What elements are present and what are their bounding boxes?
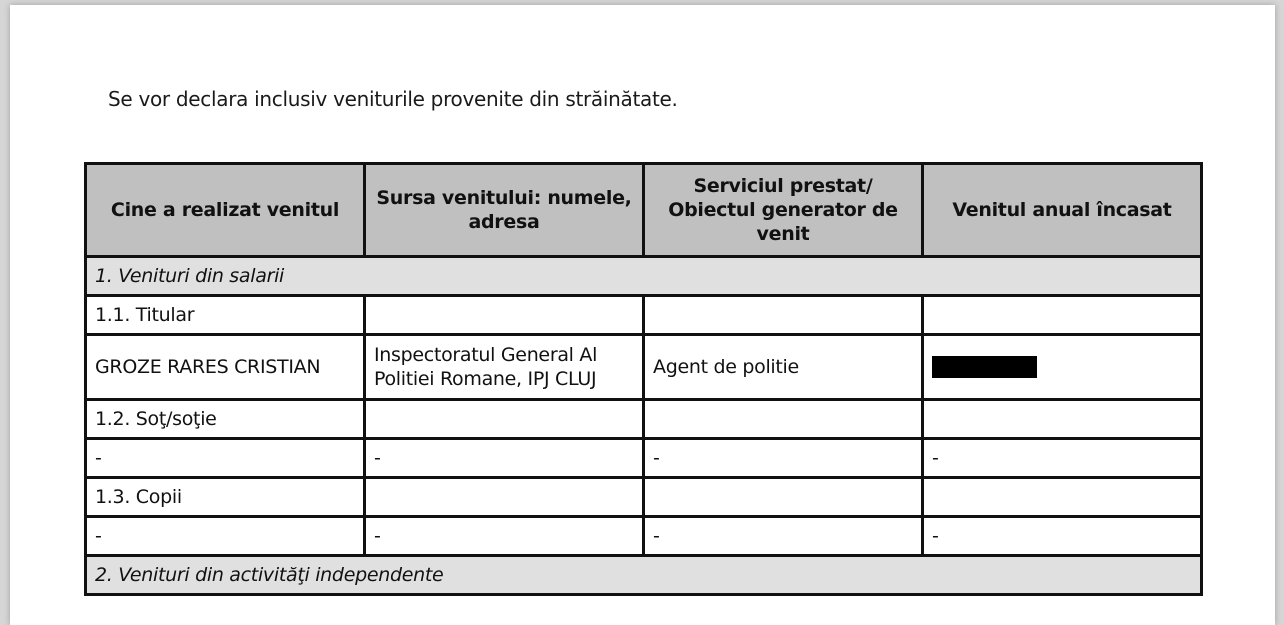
cell-who: GROZE RARES CRISTIAN (86, 335, 365, 400)
cell-service: - (644, 517, 923, 556)
cell-source (365, 400, 644, 439)
cell-income (923, 400, 1202, 439)
header-venitul-anual: Venitul anual încasat (923, 164, 1202, 257)
cell-income (923, 296, 1202, 335)
cell-source (365, 478, 644, 517)
cell-service: Agent de politie (644, 335, 923, 400)
section-row-salarii (86, 257, 1202, 296)
table-header-row (86, 164, 1202, 257)
cell-who: - (86, 439, 365, 478)
table-row (86, 478, 1202, 517)
cell-service (644, 400, 923, 439)
income-table (84, 162, 1203, 596)
cell-service (644, 478, 923, 517)
redaction-block (932, 356, 1037, 378)
cell-service (644, 296, 923, 335)
cell-income: - (923, 517, 1202, 556)
header-serviciul-prestat: Serviciul prestat/ Obiectul generator de venit (644, 164, 923, 257)
cell-source: - (365, 517, 644, 556)
section-title: 1. Venituri din salarii (86, 257, 1202, 296)
cell-income: - (923, 439, 1202, 478)
intro-text: Se vor declara inclusiv veniturile provenite din străinătate. (108, 87, 678, 111)
table-row (86, 517, 1202, 556)
cell-source: - (365, 439, 644, 478)
cell-who: 1.3. Copii (86, 478, 365, 517)
header-sursa-venitului: Sursa venitului: numele, adresa (365, 164, 644, 257)
cell-source (365, 296, 644, 335)
table-row (86, 296, 1202, 335)
document-page (10, 5, 1275, 625)
cell-who: 1.2. Soţ/soţie (86, 400, 365, 439)
table-row (86, 439, 1202, 478)
cell-income (923, 478, 1202, 517)
cell-service: - (644, 439, 923, 478)
section-title: 2. Venituri din activităţi independente (86, 556, 1202, 595)
cell-income (923, 335, 1202, 400)
table-row (86, 400, 1202, 439)
cell-who: 1.1. Titular (86, 296, 365, 335)
cell-source: Inspectoratul General Al Politiei Romane, IPJ CLUJ (365, 335, 644, 400)
cell-who: - (86, 517, 365, 556)
table-row (86, 335, 1202, 400)
section-row-activitati-independente (86, 556, 1202, 595)
header-cine-a-realizat: Cine a realizat venitul (86, 164, 365, 257)
